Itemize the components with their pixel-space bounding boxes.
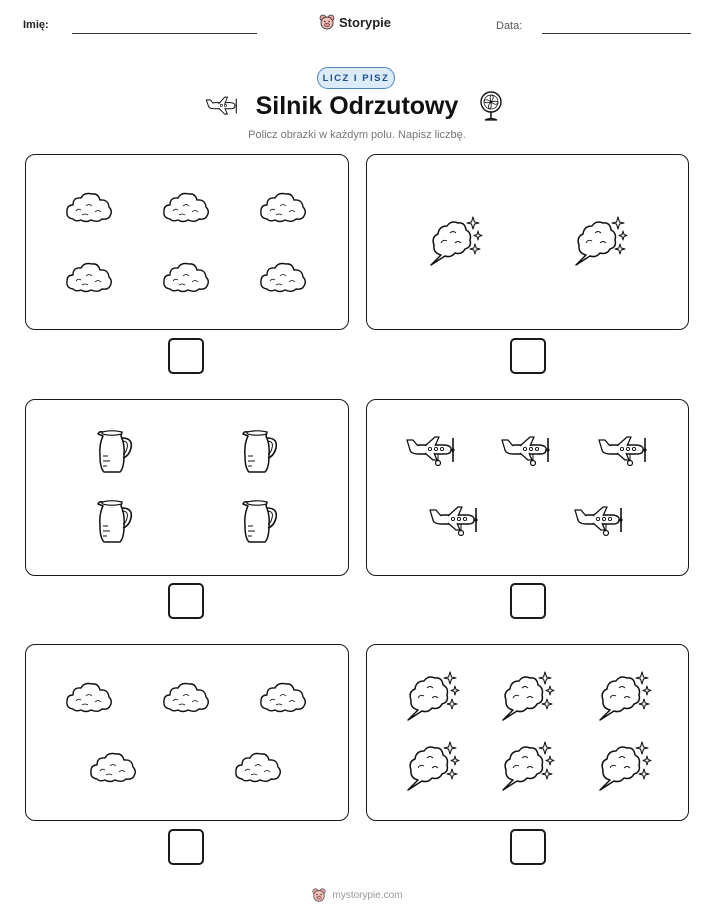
date-label: Data: [496,20,523,32]
name-label: Imię: [23,19,49,31]
cloud-icon [233,749,283,790]
count-panel-1 [25,154,349,330]
jet-puff-icon [425,213,485,276]
count-panel-3 [25,399,349,576]
footer-url: mystorypie.com [332,889,403,901]
answer-box-4[interactable] [510,583,546,619]
cloud-icon [64,189,114,230]
jet-puff-icon [402,738,462,801]
jug-icon [236,496,280,551]
answer-box-2[interactable] [510,338,546,374]
answer-box-6[interactable] [510,829,546,865]
airplane-icon [597,434,651,473]
cloud-icon [161,189,211,230]
jug-icon [91,426,135,481]
jet-puff-icon [497,668,557,731]
cloud-icon [258,259,308,300]
activity-badge: LICZ I PISZ [317,67,395,89]
jet-puff-icon [497,738,557,801]
count-panel-5 [25,644,349,821]
cloud-icon [88,749,138,790]
airplane-icon [428,504,482,543]
airplane-icon [405,434,459,473]
pig-mascot-icon [311,887,327,903]
cloud-icon [258,679,308,720]
cloud-icon [161,259,211,300]
answer-box-3[interactable] [168,583,204,619]
jet-puff-icon [594,668,654,731]
count-panel-2 [366,154,689,330]
cloud-icon [161,679,211,720]
jet-puff-icon [594,738,654,801]
airplane-icon [500,434,554,473]
brand-name: Storypie [339,14,392,30]
cloud-icon [64,679,114,720]
pig-mascot-icon [318,13,336,31]
fan-icon [477,90,505,122]
brand-logo [318,13,391,31]
footer [0,887,714,903]
cloud-icon [258,189,308,230]
jug-icon [91,496,135,551]
count-panel-4 [366,399,689,576]
jet-puff-icon [402,668,462,731]
jet-puff-icon [570,213,630,276]
instruction-text: Policz obrazki w każdym polu. Napisz liczbę. [248,129,466,141]
page-title: Silnik Odrzutowy [255,92,459,120]
date-input-line[interactable] [542,33,691,34]
name-input-line[interactable] [72,33,257,34]
answer-box-1[interactable] [168,338,204,374]
airplane-icon [573,504,627,543]
answer-box-5[interactable] [168,829,204,865]
cloud-icon [64,259,114,300]
jug-icon [236,426,280,481]
